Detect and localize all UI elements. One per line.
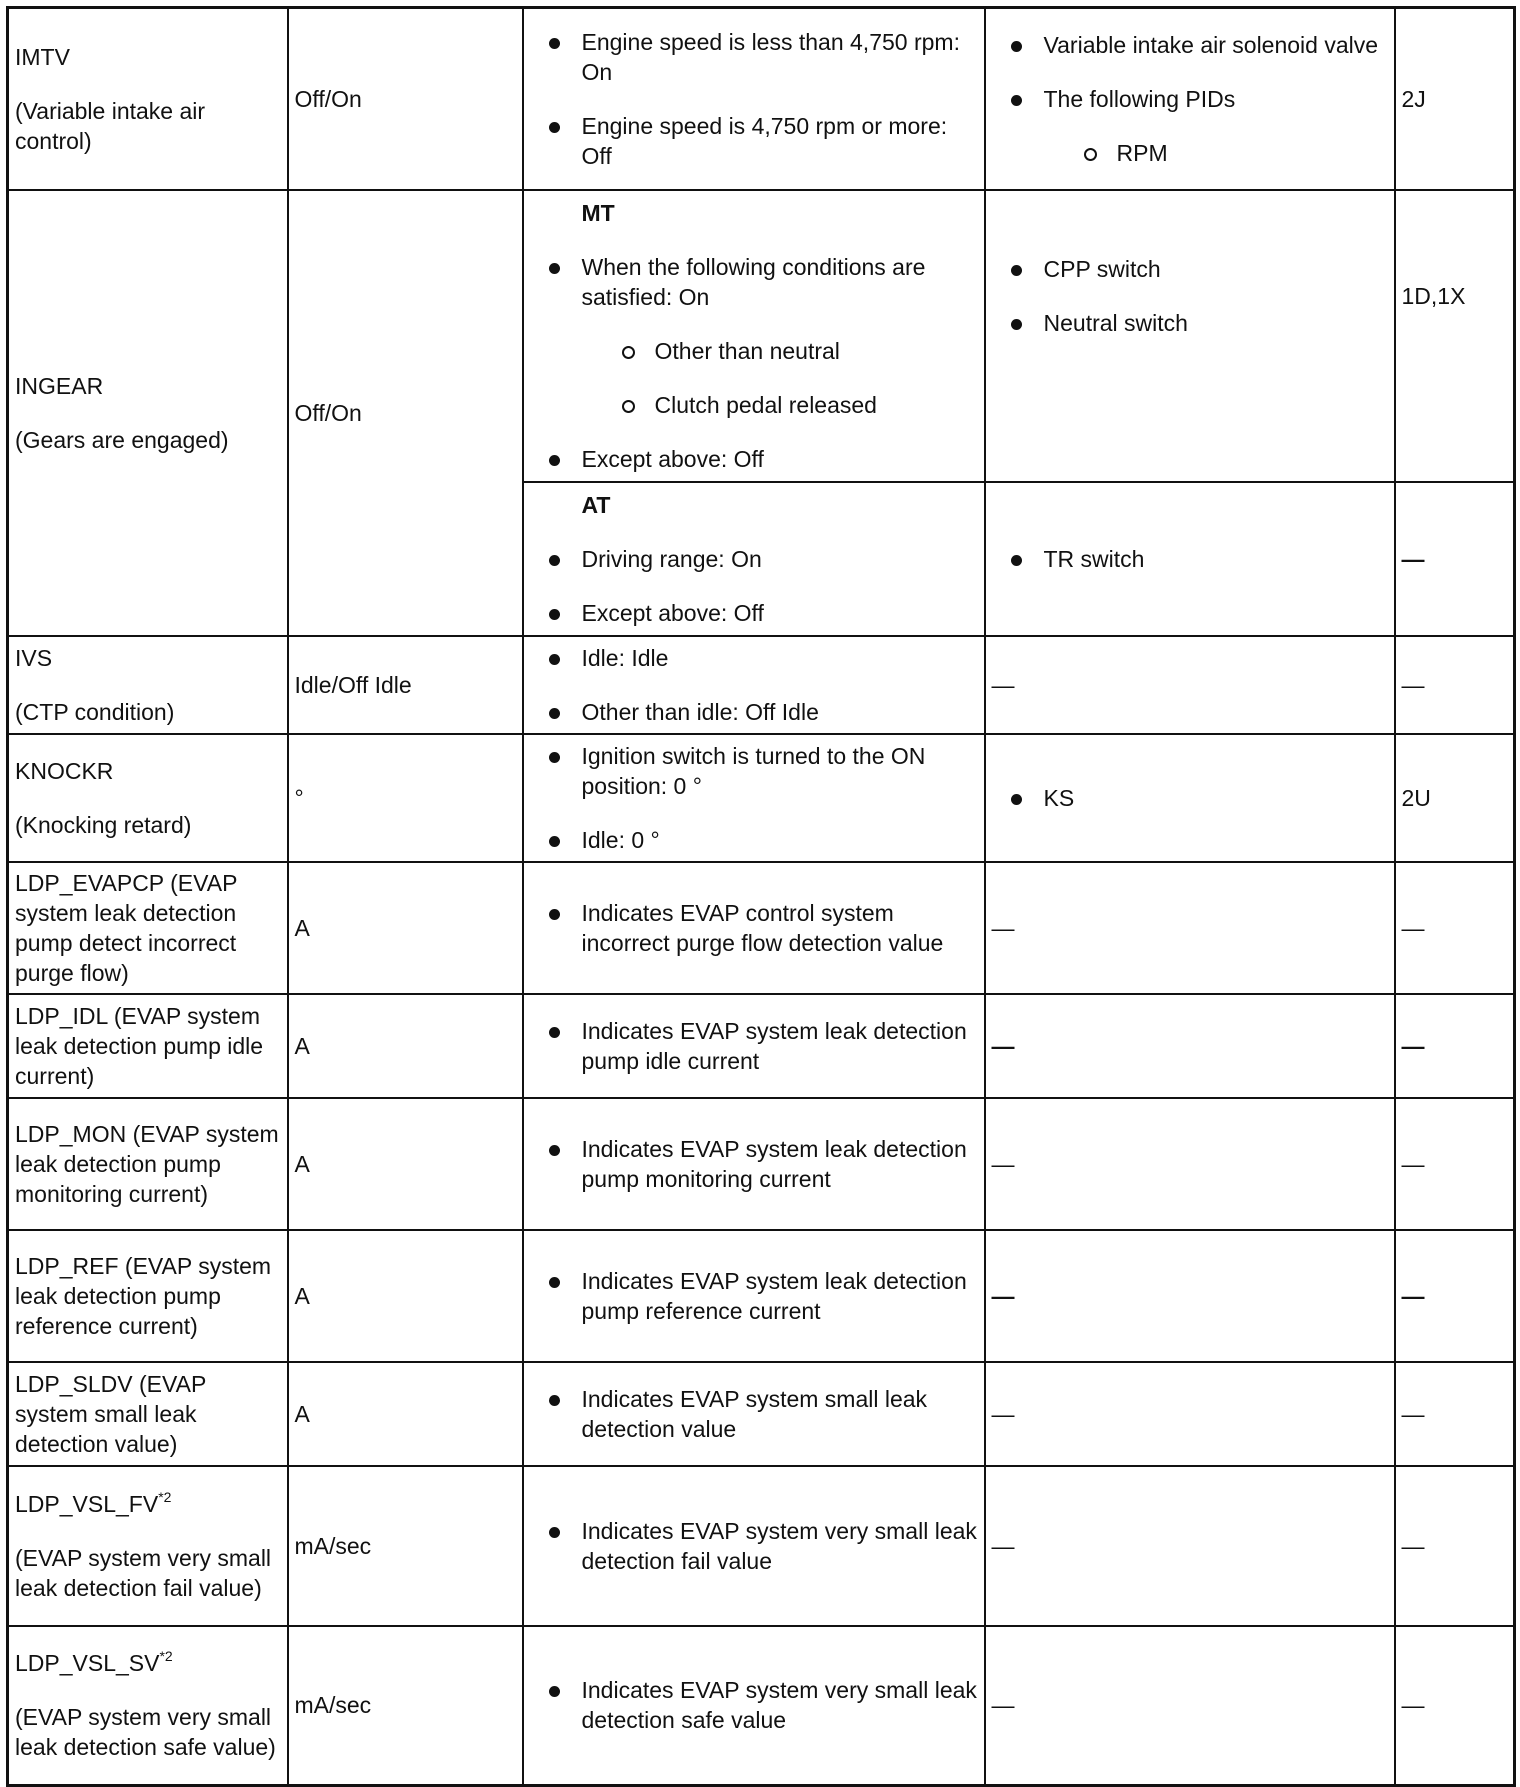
table-row-ldp-vsl-fv [8,1466,1515,1626]
unit-value: A [294,1400,310,1427]
inspection-value: — [991,1692,1015,1719]
pid-name-text: LDP_VSL_FV [15,1490,159,1517]
inspection-cell [985,1466,1395,1626]
unit-cell [288,1362,523,1466]
terminal-cell [1395,994,1515,1098]
unit-value: A [294,914,310,941]
list-item: Driving range: On [530,544,978,574]
unit-value: A [294,1032,310,1059]
terminal-value: — [1401,1032,1425,1059]
inspection-cell [985,734,1395,862]
list-item: Indicates EVAP control system incorrect purge flow detection value [530,898,978,958]
pid-name-cell [8,1362,288,1466]
terminal-value: 2J [1401,85,1426,112]
terminal-value: — [1401,914,1425,941]
inspection-value: — [991,914,1015,941]
terminal-cell [1395,190,1515,482]
list-item: CPP switch [992,254,1388,284]
pid-name: INGEAR [15,372,104,399]
pid-name: LDP_MON (EVAP system leak detection pump monitoring current) [15,1120,279,1207]
pid-name-cell [8,994,288,1098]
inspection-cell [985,8,1395,190]
unit-value: mA/sec [294,1692,372,1719]
pid-description: (Gears are engaged) [15,426,229,453]
list-item: When the following conditions are satisfied: On [530,252,978,312]
condition-cell [523,862,985,994]
pid-name: KNOCKR [15,757,114,784]
inspection-value: — [991,671,1015,698]
terminal-value: — [1401,1150,1425,1177]
unit-value: Off/On [294,399,362,426]
list-item: Neutral switch [992,308,1388,338]
list-item: Indicates EVAP system leak detection pump monitoring current [530,1134,978,1194]
inspection-cell [985,862,1395,994]
list-item: KS [992,783,1388,813]
inspection-cell [985,1230,1395,1362]
condition-cell [523,1626,985,1786]
list-item: Except above: Off [530,598,978,628]
condition-cell [523,8,985,190]
condition-cell [523,1362,985,1466]
pid-name-cell [8,734,288,862]
unit-value: A [294,1282,310,1309]
list-item: Except above: Off [530,444,978,474]
inspection-cell [985,1626,1395,1786]
list-item: Idle: 0 ° [530,825,978,855]
condition-cell [523,1098,985,1230]
terminal-cell [1395,1362,1515,1466]
unit-cell [288,994,523,1098]
terminal-cell [1395,1466,1515,1626]
terminal-cell [1395,734,1515,862]
table-row-ivs [8,636,1515,734]
pid-name: LDP_SLDV (EVAP system small leak detection value) [15,1370,206,1457]
terminal-cell [1395,482,1515,636]
terminal-value: — [1401,1692,1425,1719]
pid-name [15,1489,281,1519]
inspection-cell [985,482,1395,636]
list-item: Indicates EVAP system small leak detection value [530,1384,978,1444]
terminal-value: — [1401,1532,1425,1559]
table-row-ldp-ref [8,1230,1515,1362]
list-item: Indicates EVAP system very small leak detection safe value [530,1675,978,1735]
list-item: TR switch [992,544,1388,574]
condition-cell [523,482,985,636]
unit-value: A [294,1150,310,1177]
unit-cell [288,190,523,636]
table-row-imtv [8,8,1515,190]
pid-name: IMTV [15,43,70,70]
inspection-value: — [991,1282,1015,1309]
pid-table [6,6,1516,1787]
list-item: Indicates EVAP system leak detection pump reference current [530,1266,978,1326]
pid-name: IVS [15,644,53,671]
sub-list-item: RPM [992,138,1388,168]
footnote-marker: *2 [158,1488,172,1505]
unit-cell [288,862,523,994]
inspection-cell [985,994,1395,1098]
unit-cell [288,636,523,734]
table-row-knockr [8,734,1515,862]
unit-cell [288,1230,523,1362]
pid-description: (Variable intake air control) [15,97,206,154]
sub-list-item: Clutch pedal released [530,390,978,420]
pid-name-cell [8,636,288,734]
pid-name-cell [8,862,288,994]
inspection-value: — [991,1032,1015,1059]
inspection-value: — [991,1150,1015,1177]
list-item: Engine speed is less than 4,750 rpm: On [530,27,978,87]
list-item: Indicates EVAP system very small leak detection fail value [530,1516,978,1576]
unit-value: Idle/Off Idle [294,671,412,698]
pid-name: LDP_IDL (EVAP system leak detection pump idle current) [15,1002,264,1089]
pid-name-text: LDP_VSL_SV [15,1650,160,1677]
table-row-ldp-sldv [8,1362,1515,1466]
unit-cell [288,1466,523,1626]
pid-name [15,1648,281,1678]
terminal-value: 1D,1X [1401,282,1466,309]
table-row-ingear-mt [8,190,1515,482]
inspection-value: — [991,1400,1015,1427]
inspection-value: — [991,1532,1015,1559]
pid-name-cell [8,190,288,636]
pid-name-cell [8,1230,288,1362]
terminal-value: — [1401,1282,1425,1309]
pid-name-cell [8,1098,288,1230]
terminal-cell [1395,1230,1515,1362]
list-item: Variable intake air solenoid valve [992,30,1388,60]
unit-value: mA/sec [294,1532,372,1559]
pid-name: LDP_EVAPCP (EVAP system leak detection pump detect incorrect purge flow) [15,869,238,986]
terminal-value: 2U [1401,784,1431,811]
terminal-cell [1395,8,1515,190]
unit-cell [288,1098,523,1230]
unit-value: Off/On [294,85,362,112]
list-item: Ignition switch is turned to the ON position: 0 ° [530,741,978,801]
terminal-cell [1395,862,1515,994]
unit-cell [288,8,523,190]
table-row-ldp-idl [8,994,1515,1098]
pid-name-cell [8,8,288,190]
unit-cell [288,1626,523,1786]
pid-description: (CTP condition) [15,698,175,725]
footnote-marker: *2 [159,1648,173,1665]
pid-name-cell [8,1626,288,1786]
terminal-cell [1395,1626,1515,1786]
terminal-cell [1395,1098,1515,1230]
pid-description: (Knocking retard) [15,811,192,838]
condition-cell [523,190,985,482]
inspection-cell [985,1362,1395,1466]
pid-name: LDP_REF (EVAP system leak detection pump reference current) [15,1252,272,1339]
unit-value: ° [294,784,304,811]
terminal-value: — [1401,545,1425,572]
terminal-cell [1395,636,1515,734]
terminal-value: — [1401,671,1425,698]
unit-cell [288,734,523,862]
condition-cell [523,1230,985,1362]
list-item: Idle: Idle [530,643,978,673]
list-item: Indicates EVAP system leak detection pump idle current [530,1016,978,1076]
list-item: Other than idle: Off Idle [530,697,978,727]
mt-heading: MT [581,199,615,226]
table-row-ldp-mon [8,1098,1515,1230]
inspection-cell [985,1098,1395,1230]
inspection-cell [985,636,1395,734]
condition-cell [523,1466,985,1626]
condition-cell [523,994,985,1098]
pid-name-cell [8,1466,288,1626]
list-item: The following PIDs [992,84,1388,114]
table-row-ldp-vsl-sv [8,1626,1515,1786]
condition-cell [523,636,985,734]
condition-cell [523,734,985,862]
at-heading: AT [581,491,611,518]
pid-description: (EVAP system very small leak detection fail value) [15,1544,272,1601]
table-row-ldp-evapcp [8,862,1515,994]
pid-description: (EVAP system very small leak detection safe value) [15,1704,276,1761]
terminal-value: — [1401,1400,1425,1427]
list-item: Engine speed is 4,750 rpm or more: Off [530,111,978,171]
sub-list-item: Other than neutral [530,336,978,366]
inspection-cell [985,190,1395,482]
